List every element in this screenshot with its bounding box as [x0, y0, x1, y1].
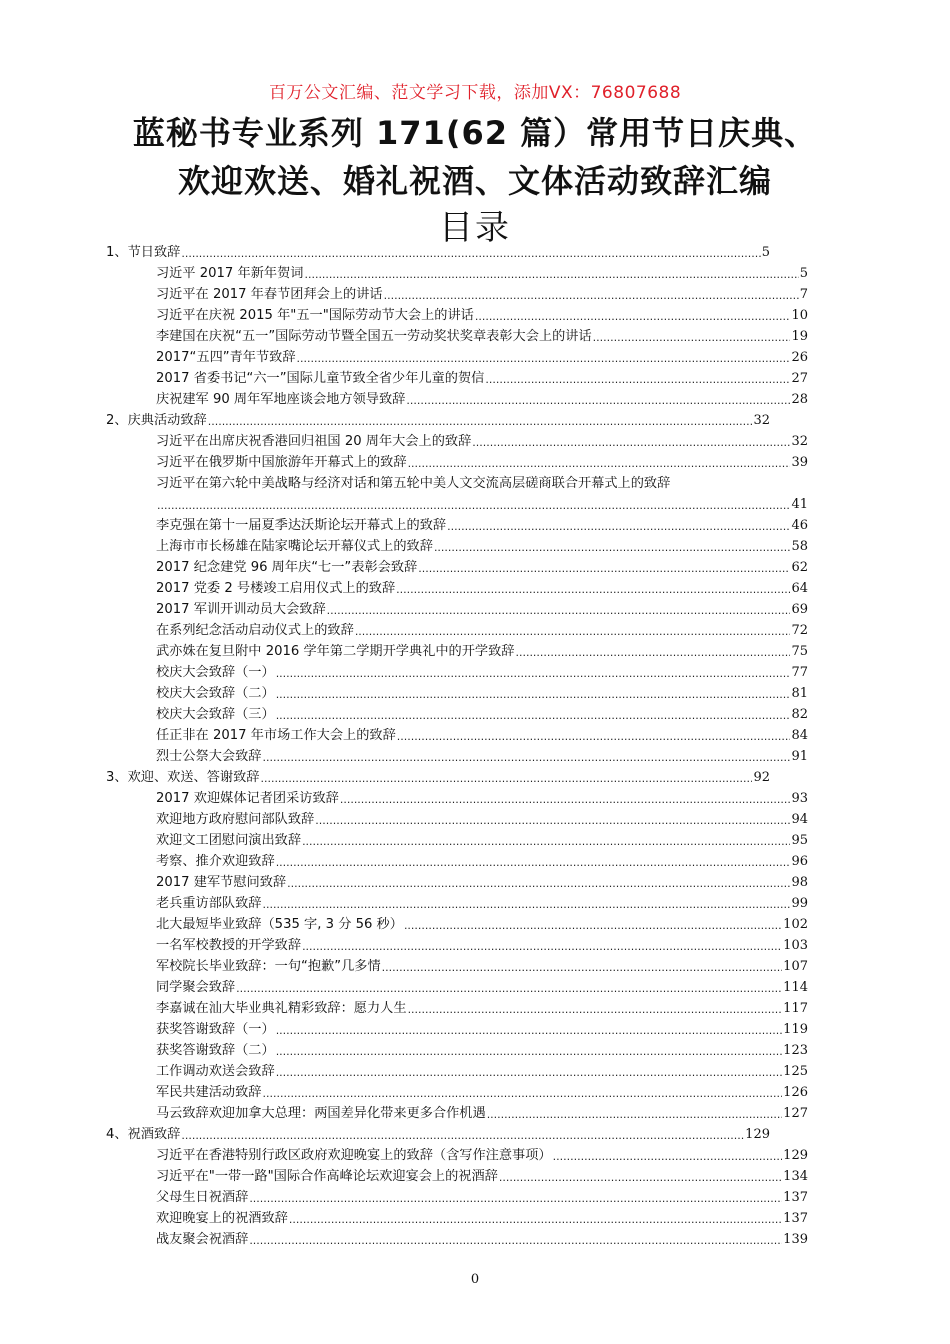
- leader-dots: [408, 1002, 783, 1018]
- leader-dots: [249, 1233, 782, 1249]
- leader-dots: [515, 645, 790, 661]
- leader-dots: [276, 687, 791, 703]
- toc-item[interactable]: [156, 557, 808, 577]
- toc-item-page: 46: [791, 518, 808, 533]
- leader-dots: [289, 1212, 782, 1228]
- toc-item-label: 2017 欢迎媒体记者团采访致辞: [156, 791, 339, 806]
- toc-item[interactable]: [156, 347, 808, 367]
- toc-item-label: 习近平在俄罗斯中国旅游年开幕式上的致辞: [156, 455, 407, 470]
- leader-dots: [302, 939, 782, 955]
- leader-dots: [355, 624, 791, 640]
- leader-dots: [287, 876, 790, 892]
- toc-item[interactable]: [156, 1229, 808, 1249]
- toc-section-4[interactable]: [106, 1124, 770, 1144]
- toc-item-page: 126: [783, 1085, 808, 1100]
- leader-dots: [382, 960, 783, 976]
- toc-item[interactable]: [156, 536, 808, 556]
- leader-dots: [302, 834, 790, 850]
- toc-item[interactable]: [156, 305, 808, 325]
- toc-item-label: 烈士公祭大会致辞: [156, 749, 262, 764]
- toc-item-wrapped-text[interactable]: [156, 473, 856, 493]
- toc-item[interactable]: [156, 872, 808, 892]
- leader-dots: [418, 561, 790, 577]
- leader-dots: [593, 330, 791, 346]
- toc-item-page: 69: [791, 602, 808, 617]
- leader-dots: [485, 372, 790, 388]
- toc-section-page: 32: [753, 413, 770, 428]
- toc-item-page: 102: [783, 917, 808, 932]
- toc-item-label: 战友聚会祝酒辞: [156, 1232, 249, 1247]
- toc-item[interactable]: [156, 620, 808, 640]
- leader-dots: [297, 351, 791, 367]
- toc-item[interactable]: [156, 809, 808, 829]
- toc-item-page: 93: [791, 791, 808, 806]
- leader-dots: [263, 897, 791, 913]
- toc-item[interactable]: [156, 263, 808, 283]
- toc-item-label: 父母生日祝酒辞: [156, 1190, 249, 1205]
- toc-item[interactable]: [156, 1040, 808, 1060]
- toc-item-page: 114: [783, 980, 808, 995]
- leader-dots: [397, 729, 791, 745]
- toc-item-page: 84: [791, 728, 808, 743]
- toc-item-page: 10: [791, 308, 808, 323]
- toc-item[interactable]: [156, 998, 808, 1018]
- toc-section-2[interactable]: [106, 410, 770, 430]
- toc-item[interactable]: [156, 431, 808, 451]
- toc-item-label: 工作调动欢送会致辞: [156, 1064, 275, 1079]
- toc-item[interactable]: [156, 851, 808, 871]
- toc-item[interactable]: [156, 1145, 808, 1165]
- toc-section-page: 5: [761, 245, 770, 260]
- toc-item-page: 134: [783, 1169, 808, 1184]
- leader-dots: [276, 708, 791, 724]
- toc-item-page: 127: [783, 1106, 808, 1121]
- toc-item[interactable]: [156, 641, 808, 661]
- leader-dots: [487, 1107, 782, 1123]
- leader-dots: [475, 309, 791, 325]
- toc-item-label: 2017 省委书记“六一”国际儿童节致全省少年儿童的贺信: [156, 371, 485, 386]
- leader-dots: [276, 855, 791, 871]
- leader-dots: [315, 813, 790, 829]
- toc-heading: 目录: [439, 208, 511, 248]
- toc-item[interactable]: [156, 494, 808, 514]
- toc-section-label: 4、祝酒致辞: [106, 1127, 181, 1142]
- toc-item-page: 117: [783, 1001, 808, 1016]
- toc-item[interactable]: [156, 914, 808, 934]
- toc-item-page: 26: [791, 350, 808, 365]
- toc-item-page: 27: [791, 371, 808, 386]
- toc-item-label: 任正非在 2017 年市场工作大会上的致辞: [156, 728, 396, 743]
- leader-dots: [447, 519, 790, 535]
- toc-section-3[interactable]: [106, 767, 770, 787]
- toc-section-page: 129: [745, 1127, 770, 1142]
- toc-item-page: 72: [791, 623, 808, 638]
- toc-item-page: 103: [783, 938, 808, 953]
- leader-dots: [408, 456, 791, 472]
- toc-item-label: 李建国在庆祝“五一”国际劳动节暨全国五一劳动奖状奖章表彰大会上的讲话: [156, 329, 592, 344]
- toc-item[interactable]: [156, 1082, 808, 1102]
- toc-item-label: 李克强在第十一届夏季达沃斯论坛开幕式上的致辞: [156, 518, 447, 533]
- leader-dots: [208, 414, 753, 430]
- toc-item-label: 2017“五四”青年节致辞: [156, 350, 296, 365]
- leader-dots: [404, 918, 782, 934]
- toc-item-page: 64: [791, 581, 808, 596]
- toc-item-label: 习近平在第六轮中美战略与经济对话和第五轮中美人文交流高层磋商联合开幕式上的致辞: [156, 476, 671, 491]
- toc-item-label: 2017 军训开训动员大会致辞: [156, 602, 326, 617]
- toc-section-label: 3、欢迎、欢送、答谢致辞: [106, 770, 260, 785]
- toc-item-label: 习近平在 2017 年春节团拜会上的讲话: [156, 287, 383, 302]
- toc-item-page: 95: [791, 833, 808, 848]
- toc-item-label: 校庆大会致辞（三）: [156, 707, 275, 722]
- toc-item-label: 上海市市长杨雄在陆家嘴论坛开幕仪式上的致辞: [156, 539, 433, 554]
- toc-item-page: 139: [783, 1232, 808, 1247]
- leader-dots: [327, 603, 791, 619]
- leader-dots: [157, 498, 790, 514]
- toc-item[interactable]: [156, 788, 808, 808]
- toc-item-label: 北大最短毕业致辞（535 字, 3 分 56 秒）: [156, 917, 403, 932]
- toc-item-label: 一名军校教授的开学致辞: [156, 938, 302, 953]
- toc-item[interactable]: [156, 1208, 808, 1228]
- leader-dots: [340, 792, 791, 808]
- leader-dots: [181, 1128, 744, 1144]
- toc-item-page: 129: [783, 1148, 808, 1163]
- promo-banner: 百万公文汇编、范文学习下载，添加VX：76807688: [268, 83, 682, 103]
- leader-dots: [276, 1023, 782, 1039]
- leader-dots: [276, 1065, 782, 1081]
- toc-item-label: 校庆大会致辞（一）: [156, 665, 275, 680]
- toc-item-page: 62: [791, 560, 808, 575]
- leader-dots: [434, 540, 791, 556]
- leader-dots: [249, 1191, 782, 1207]
- leader-dots: [260, 771, 752, 787]
- toc-item-label: 军民共建活动致辞: [156, 1085, 262, 1100]
- toc-item[interactable]: [156, 1019, 808, 1039]
- leader-dots: [406, 393, 790, 409]
- toc-item-page: 94: [791, 812, 808, 827]
- toc-section-label: 1、节日致辞: [106, 245, 181, 260]
- toc-item-label: 老兵重访部队致辞: [156, 896, 262, 911]
- toc-section-page: 92: [753, 770, 770, 785]
- toc-item[interactable]: [156, 1187, 808, 1207]
- leader-dots: [384, 288, 799, 304]
- toc-item-page: 99: [791, 896, 808, 911]
- leader-dots: [236, 981, 782, 997]
- toc-item-label: 同学聚会致辞: [156, 980, 236, 995]
- toc-item[interactable]: [156, 1166, 808, 1186]
- leader-dots: [181, 246, 760, 262]
- toc-item[interactable]: [156, 662, 808, 682]
- toc-item-label: 习近平在出席庆祝香港回归祖国 20 周年大会上的致辞: [156, 434, 472, 449]
- toc-item[interactable]: [156, 368, 808, 388]
- toc-item-label: 武亦姝在复旦附中 2016 学年第二学期开学典礼中的开学致辞: [156, 644, 515, 659]
- toc-item[interactable]: [156, 830, 808, 850]
- toc-item-page: 41: [791, 497, 808, 512]
- toc-item[interactable]: [156, 725, 808, 745]
- leader-dots: [276, 666, 791, 682]
- toc-item-label: 考察、推介欢迎致辞: [156, 854, 275, 869]
- toc-item[interactable]: [156, 956, 808, 976]
- leader-dots: [276, 1044, 782, 1060]
- toc-item-label: 2017 建军节慰问致辞: [156, 875, 287, 890]
- leader-dots: [472, 435, 790, 451]
- toc-item-label: 习近平 2017 年新年贺词: [156, 266, 304, 281]
- leader-dots: [499, 1170, 782, 1186]
- toc-item-page: 125: [783, 1064, 808, 1079]
- leader-dots: [553, 1149, 783, 1165]
- toc-item-page: 107: [783, 959, 808, 974]
- toc-item-label: 习近平在"一带一路"国际合作高峰论坛欢迎宴会上的祝酒辞: [156, 1169, 498, 1184]
- toc-section-label: 2、庆典活动致辞: [106, 413, 207, 428]
- toc-item-label: 习近平在香港特别行政区政府欢迎晚宴上的致辞（含写作注意事项）: [156, 1148, 552, 1163]
- toc-item-label: 习近平在庆祝 2015 年"五一"国际劳动节大会上的讲话: [156, 308, 474, 323]
- toc-item-page: 123: [783, 1043, 808, 1058]
- toc-item-page: 82: [791, 707, 808, 722]
- toc-item-page: 91: [791, 749, 808, 764]
- document-title-line-2: 欢迎欢送、婚礼祝酒、文体活动致辞汇编: [177, 162, 772, 200]
- leader-dots: [263, 1086, 783, 1102]
- toc-item-label: 欢迎文工团慰问演出致辞: [156, 833, 302, 848]
- toc-item-label: 获奖答谢致辞（二）: [156, 1043, 275, 1058]
- toc-item[interactable]: [156, 284, 808, 304]
- toc-item-page: 98: [791, 875, 808, 890]
- leader-dots: [263, 750, 791, 766]
- toc-item[interactable]: [156, 683, 808, 703]
- document-title-line-1: 蓝秘书专业系列 171(62 篇）常用节日庆典、: [132, 114, 818, 152]
- toc-item[interactable]: [156, 1061, 808, 1081]
- toc-item-label: 欢迎地方政府慰问部队致辞: [156, 812, 315, 827]
- toc-item[interactable]: [156, 599, 808, 619]
- toc-item[interactable]: [156, 515, 808, 535]
- page-number: 0: [470, 1272, 480, 1287]
- toc-item[interactable]: [156, 746, 808, 766]
- toc-item-page: 5: [799, 266, 808, 281]
- toc-item-label: 李嘉诚在汕大毕业典礼精彩致辞：愿力人生: [156, 1001, 407, 1016]
- toc-item-label: 2017 党委 2 号楼竣工启用仪式上的致辞: [156, 581, 396, 596]
- toc-item[interactable]: [156, 1103, 808, 1123]
- toc-item[interactable]: [156, 935, 808, 955]
- toc-item-label: 2017 纪念建党 96 周年庆“七一”表彰会致辞: [156, 560, 418, 575]
- toc-item-label: 校庆大会致辞（二）: [156, 686, 275, 701]
- toc-item-page: 77: [791, 665, 808, 680]
- toc-item-page: 137: [783, 1211, 808, 1226]
- toc-item-page: 96: [791, 854, 808, 869]
- toc-item-page: 58: [791, 539, 808, 554]
- toc-item-page: 81: [791, 686, 808, 701]
- toc-item-page: 137: [783, 1190, 808, 1205]
- toc-item-label: 庆祝建军 90 周年军地座谈会地方领导致辞: [156, 392, 406, 407]
- toc-section-1[interactable]: [106, 242, 770, 262]
- leader-dots: [396, 582, 790, 598]
- toc-item-label: 获奖答谢致辞（一）: [156, 1022, 275, 1037]
- toc-item-page: 75: [791, 644, 808, 659]
- toc-item[interactable]: [156, 893, 808, 913]
- toc-item-label: 欢迎晚宴上的祝酒致辞: [156, 1211, 288, 1226]
- toc-item-page: 28: [791, 392, 808, 407]
- toc-item-page: 39: [791, 455, 808, 470]
- toc-item-page: 119: [783, 1022, 808, 1037]
- toc-item[interactable]: [156, 704, 808, 724]
- leader-dots: [304, 267, 798, 283]
- toc-item-label: 马云致辞欢迎加拿大总理：两国差异化带来更多合作机遇: [156, 1106, 486, 1121]
- toc-item[interactable]: [156, 977, 808, 997]
- toc-item[interactable]: [156, 389, 808, 409]
- toc-item-page: 7: [799, 287, 808, 302]
- toc-item-label: 军校院长毕业致辞：一句“抱歉”几多情: [156, 959, 381, 974]
- toc-item-page: 32: [791, 434, 808, 449]
- toc-item-label: 在系列纪念活动启动仪式上的致辞: [156, 623, 354, 638]
- toc-item[interactable]: [156, 452, 808, 472]
- toc-item[interactable]: [156, 326, 808, 346]
- toc-item[interactable]: [156, 578, 808, 598]
- toc-item-page: 19: [791, 329, 808, 344]
